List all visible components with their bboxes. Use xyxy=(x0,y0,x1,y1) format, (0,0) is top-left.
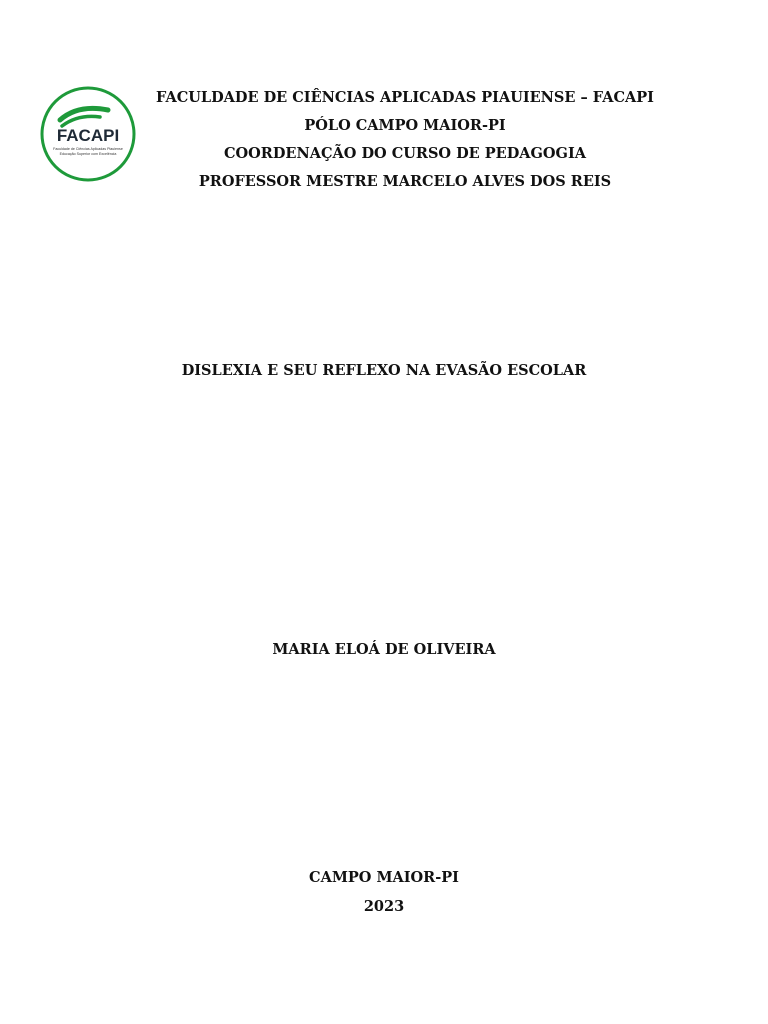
header-institution-name: FACULDADE DE CIÊNCIAS APLICADAS PIAUIENSE – FACAPI xyxy=(156,89,654,106)
header-course-coordination: COORDENAÇÃO DO CURSO DE PEDAGOGIA xyxy=(224,145,586,162)
header-campus: PÓLO CAMPO MAIOR-PI xyxy=(304,117,506,134)
document-footer xyxy=(0,863,768,921)
institution-header xyxy=(100,84,710,196)
footer-city: CAMPO MAIOR-PI xyxy=(309,869,459,886)
logo-wordmark: FACAPI xyxy=(56,126,120,145)
logo-subtitle-line2: Educação Superior com Excelência xyxy=(59,152,117,156)
header-professor: PROFESSOR MESTRE MARCELO ALVES DOS REIS xyxy=(198,173,612,190)
footer-year: 2023 xyxy=(363,898,405,915)
document-title: DISLEXIA E SEU REFLEXO NA EVASÃO ESCOLAR xyxy=(181,362,587,379)
author-name: MARIA ELOÁ DE OLIVEIRA xyxy=(272,641,496,658)
logo-subtitle-line1: Faculdade de Ciências Aplicadas Piauiense xyxy=(53,147,123,151)
